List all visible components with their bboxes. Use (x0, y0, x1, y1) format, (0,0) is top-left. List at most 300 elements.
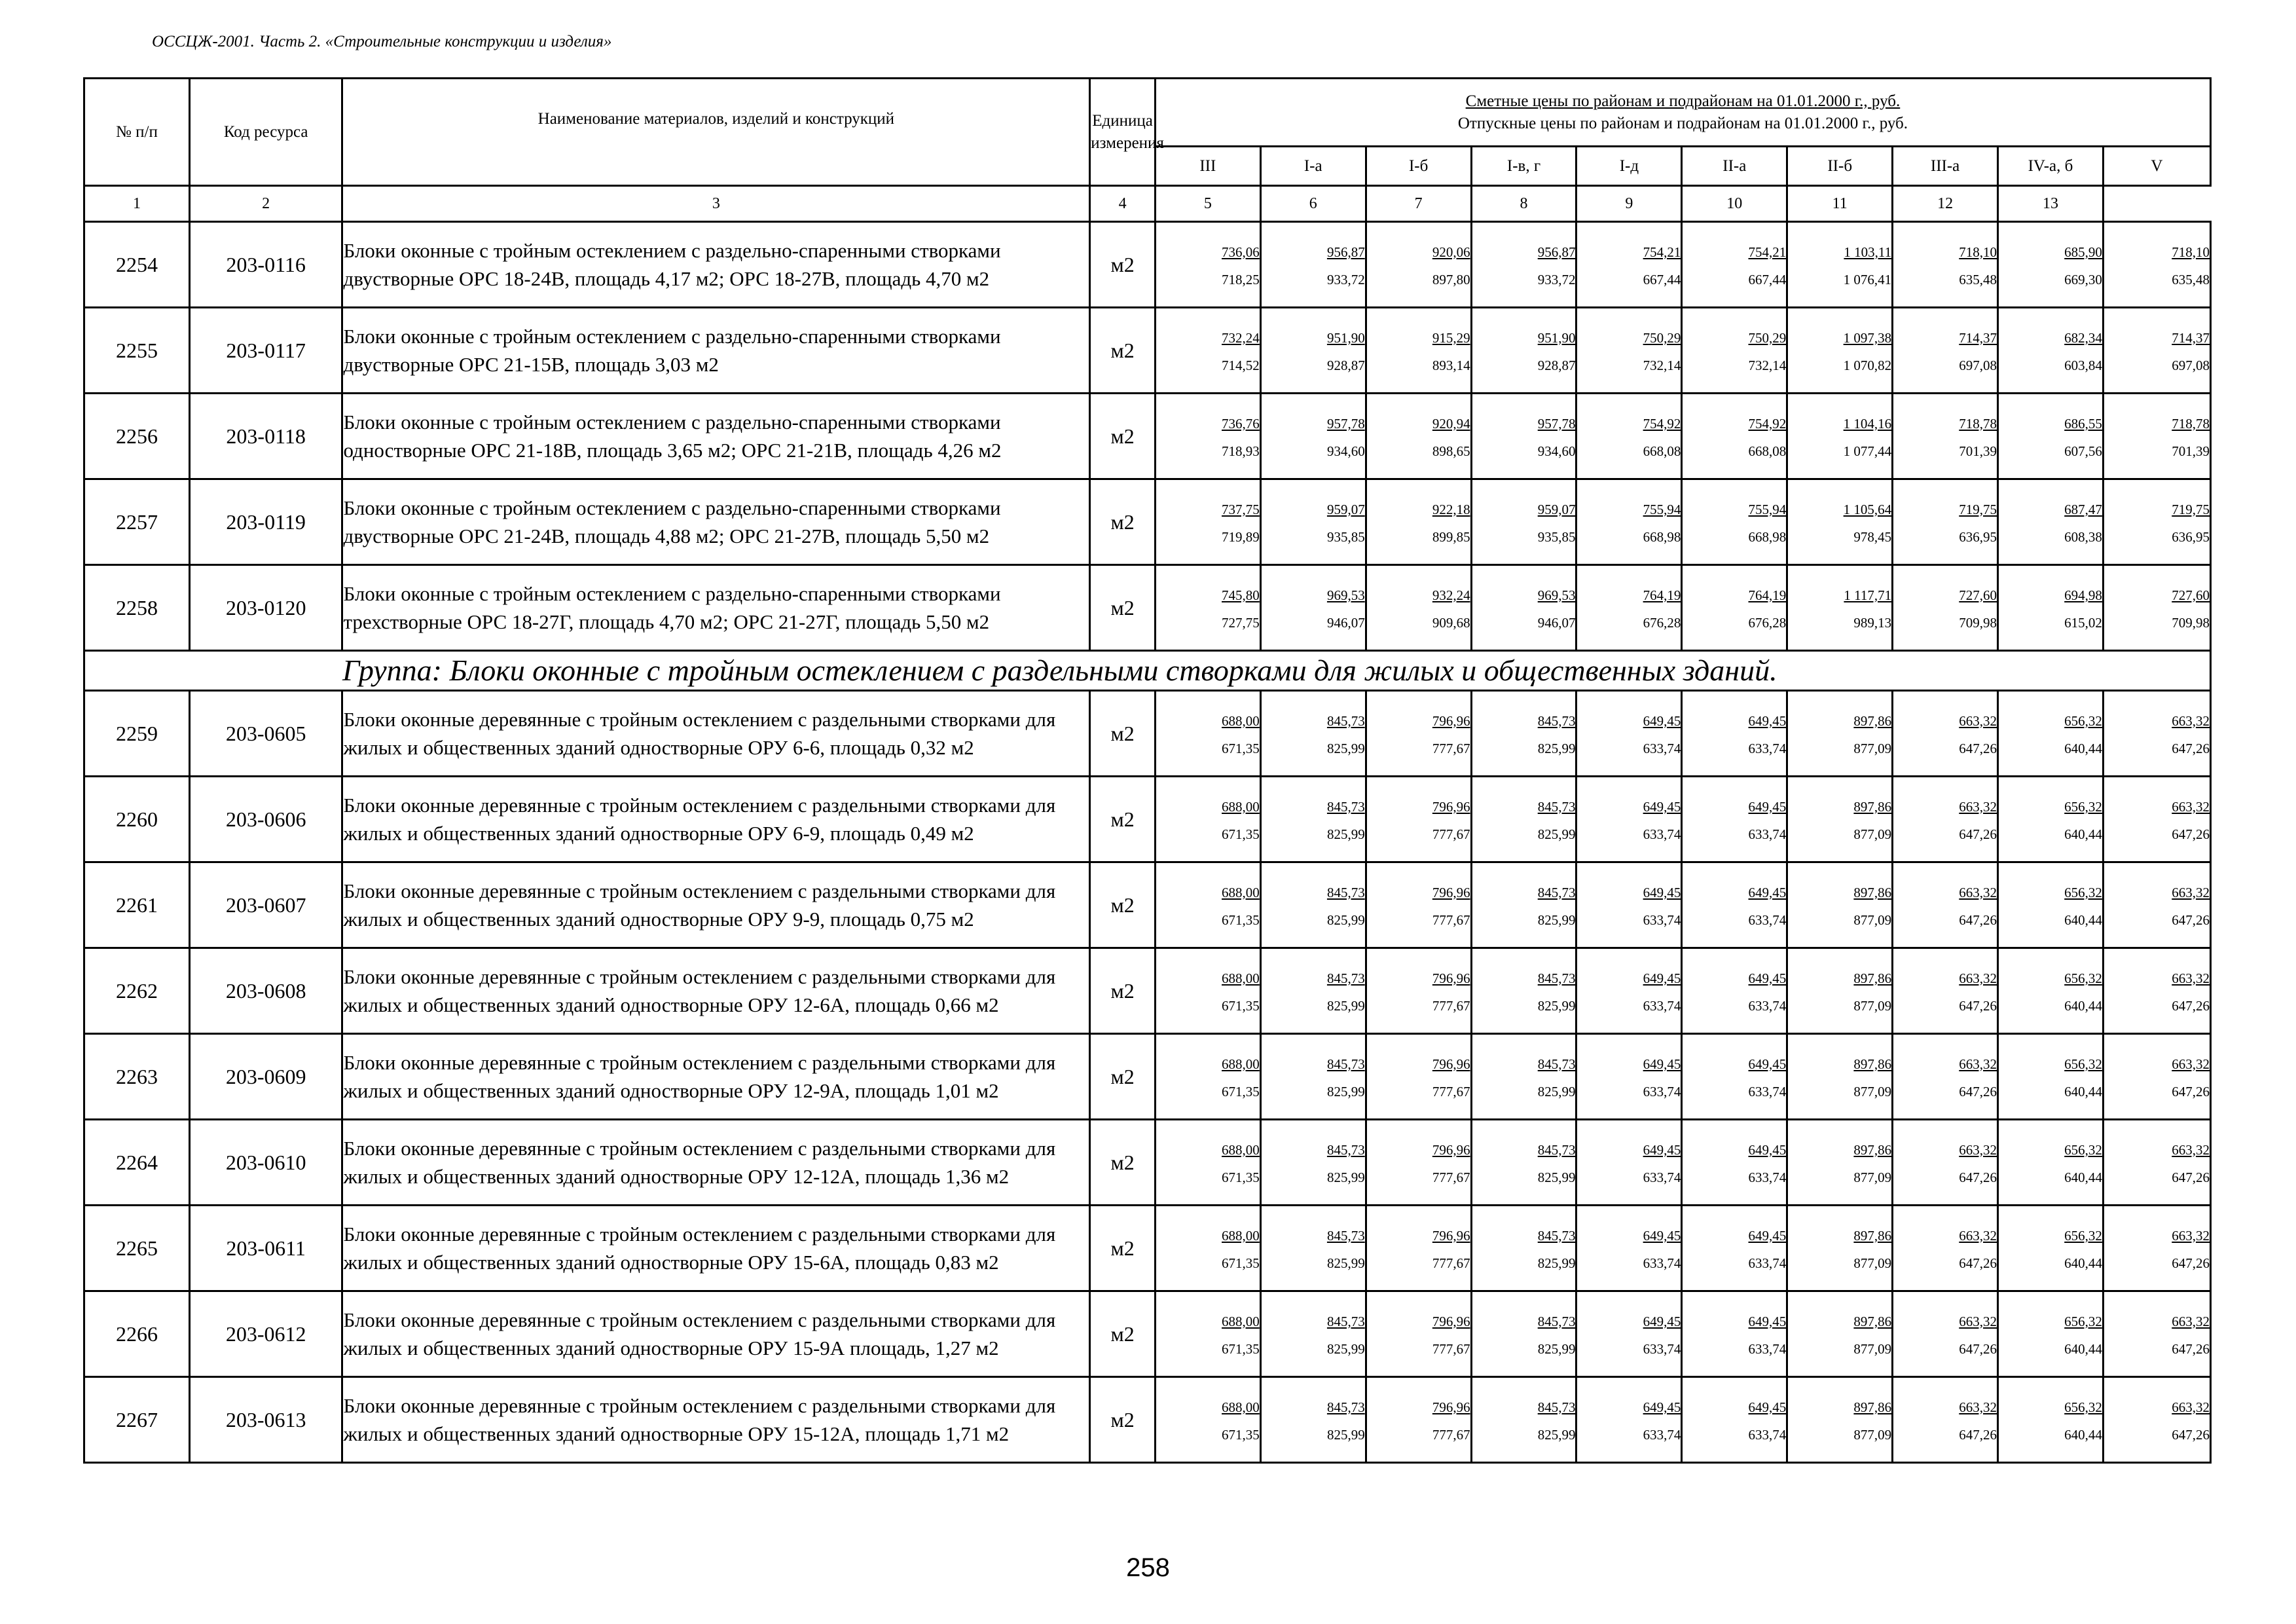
table-row (84, 308, 2211, 394)
release-price: 647,26 (2172, 1340, 2210, 1357)
price-cell (1682, 691, 1787, 777)
release-price: 633,74 (1643, 1255, 1681, 1271)
release-price: 671,35 (1222, 740, 1260, 756)
price-cell (1893, 308, 1998, 394)
estimate-price: 845,73 (1537, 1141, 1576, 1158)
estimate-price: 663,32 (1959, 1141, 1997, 1158)
release-price: 633,74 (1748, 826, 1787, 842)
table-row (84, 862, 2211, 948)
material-name: Блоки оконные деревянные с тройным остеклением с раздельными створками для жилых и общественных зданий одностворные ОРУ 15-9А площадь, 1,27 м2 (342, 1291, 1090, 1377)
estimate-price: 736,06 (1222, 244, 1260, 260)
release-price: 635,48 (1959, 271, 1997, 287)
estimate-price: 956,87 (1537, 244, 1576, 260)
estimate-price: 951,90 (1326, 329, 1365, 346)
resource-code: 203-0608 (189, 948, 342, 1034)
release-price: 671,35 (1222, 1255, 1260, 1271)
estimate-price: 656,32 (2064, 1227, 2102, 1244)
release-price: 825,99 (1326, 1169, 1365, 1185)
estimate-price: 694,98 (2064, 587, 2102, 603)
estimate-price: 687,47 (2064, 501, 2102, 517)
release-price: 825,99 (1537, 1426, 1576, 1443)
resource-code: 203-0118 (189, 394, 342, 479)
material-name: Блоки оконные деревянные с тройным остеклением с раздельными створками для жилых и общественных зданий одностворные ОРУ 6-6, площадь 0,32 м2 (342, 691, 1090, 777)
release-price: 825,99 (1326, 997, 1365, 1014)
release-price: 928,87 (1326, 357, 1365, 373)
release-price: 978,45 (1853, 528, 1892, 545)
unit-of-measure: м2 (1090, 479, 1156, 565)
estimate-price: 663,32 (2172, 1227, 2210, 1244)
release-price: 933,72 (1537, 271, 1576, 287)
estimate-price: 719,75 (1959, 501, 1997, 517)
release-price: 897,80 (1432, 271, 1470, 287)
price-cell (1893, 1377, 1998, 1463)
estimate-price: 649,45 (1748, 1313, 1787, 1329)
region-header: II-а (1682, 147, 1787, 186)
price-cell (1366, 1206, 1471, 1291)
price-cell (1576, 1291, 1682, 1377)
estimate-price: 1 103,11 (1844, 244, 1892, 260)
release-price: 647,26 (1959, 997, 1997, 1014)
release-price: 1 077,44 (1843, 443, 1892, 459)
resource-code: 203-0117 (189, 308, 342, 394)
material-name: Блоки оконные с тройным остеклением с раздельно-спаренными створками двустворные ОРС 21-15В, площадь 3,03 м2 (342, 308, 1090, 394)
price-cell (1682, 222, 1787, 308)
price-cell (1471, 777, 1576, 862)
price-cell (1893, 565, 1998, 651)
estimate-price: 897,86 (1853, 1313, 1892, 1329)
price-cell (1366, 565, 1471, 651)
estimate-price: 796,96 (1432, 1313, 1470, 1329)
price-cell (1260, 691, 1366, 777)
row-number: 2263 (84, 1034, 190, 1120)
release-price: 668,98 (1643, 528, 1681, 545)
column-number: 4 (1090, 186, 1156, 222)
release-price: 640,44 (2064, 826, 2102, 842)
estimate-price: 686,55 (2064, 415, 2102, 432)
resource-code: 203-0612 (189, 1291, 342, 1377)
estimate-price: 845,73 (1326, 884, 1365, 900)
price-cell (1998, 948, 2104, 1034)
price-cell (1471, 1377, 1576, 1463)
price-cell (1155, 1120, 1260, 1206)
release-price: 640,44 (2064, 740, 2102, 756)
group-row (84, 651, 2211, 691)
col-header-unit: Единица измерения (1090, 79, 1156, 186)
release-price: 668,98 (1748, 528, 1787, 545)
estimate-price: 714,37 (2172, 329, 2210, 346)
table-row (84, 1206, 2211, 1291)
material-name: Блоки оконные деревянные с тройным остеклением с раздельными створками для жилых и общественных зданий одностворные ОРУ 12-6А, площадь 0,66 м2 (342, 948, 1090, 1034)
estimate-price: 663,32 (1959, 884, 1997, 900)
price-cell (1893, 777, 1998, 862)
price-cell (1155, 948, 1260, 1034)
estimate-price: 682,34 (2064, 329, 2102, 346)
estimate-price: 718,10 (1959, 244, 1997, 260)
estimate-price: 796,96 (1432, 1056, 1470, 1072)
release-price: 636,95 (2172, 528, 2210, 545)
release-price: 676,28 (1748, 614, 1787, 631)
price-cell (1576, 222, 1682, 308)
price-cell (1576, 308, 1682, 394)
estimate-price: 969,53 (1537, 587, 1576, 603)
estimate-price: 663,32 (2172, 1313, 2210, 1329)
price-cell (1155, 394, 1260, 479)
estimate-price: 959,07 (1326, 501, 1365, 517)
price-cell (1155, 222, 1260, 308)
price-cell (1787, 479, 1893, 565)
price-cell (1998, 1120, 2104, 1206)
price-cell (1260, 1206, 1366, 1291)
unit-of-measure: м2 (1090, 1034, 1156, 1120)
estimate-price: 845,73 (1537, 1399, 1576, 1415)
price-cell (1576, 1377, 1682, 1463)
release-price: 671,35 (1222, 1083, 1260, 1099)
price-cell (1682, 1034, 1787, 1120)
price-cell (1471, 479, 1576, 565)
column-number: 12 (1893, 186, 1998, 222)
estimate-price: 663,32 (1959, 1313, 1997, 1329)
region-header: IV-а, б (1998, 147, 2104, 186)
price-cell (1998, 1206, 2104, 1291)
release-price: 825,99 (1537, 826, 1576, 842)
estimate-price: 957,78 (1326, 415, 1365, 432)
price-cell (1576, 777, 1682, 862)
release-price: 603,84 (2064, 357, 2102, 373)
price-cell (1366, 1034, 1471, 1120)
release-price: 615,02 (2064, 614, 2102, 631)
unit-of-measure: м2 (1090, 948, 1156, 1034)
price-cell (1471, 862, 1576, 948)
price-cell (2103, 222, 2210, 308)
table-row (84, 1120, 2211, 1206)
estimate-price: 649,45 (1643, 798, 1681, 815)
release-price: 934,60 (1326, 443, 1365, 459)
price-cell (1260, 1291, 1366, 1377)
price-cell (2103, 948, 2210, 1034)
release-price: 718,25 (1222, 271, 1260, 287)
row-number: 2261 (84, 862, 190, 948)
price-cell (1998, 394, 2104, 479)
price-cell (1893, 1034, 1998, 1120)
price-cell (1366, 777, 1471, 862)
column-number: 5 (1155, 186, 1260, 222)
release-price: 647,26 (1959, 1255, 1997, 1271)
unit-of-measure: м2 (1090, 777, 1156, 862)
estimate-price: 764,19 (1748, 587, 1787, 603)
estimate-price: 663,32 (1959, 970, 1997, 986)
table-row (84, 948, 2211, 1034)
estimate-price: 688,00 (1222, 1227, 1260, 1244)
estimate-price: 649,45 (1643, 1056, 1681, 1072)
release-price: 777,67 (1432, 1255, 1470, 1271)
release-price: 934,60 (1537, 443, 1576, 459)
price-cell (1787, 394, 1893, 479)
row-number: 2264 (84, 1120, 190, 1206)
price-cell (1576, 1034, 1682, 1120)
estimate-price: 796,96 (1432, 884, 1470, 900)
estimate-price: 956,87 (1326, 244, 1365, 260)
price-cell (1893, 1120, 1998, 1206)
release-price: 633,74 (1643, 1169, 1681, 1185)
price-cell (1998, 777, 2104, 862)
release-price: 640,44 (2064, 1083, 2102, 1099)
row-number: 2266 (84, 1291, 190, 1377)
release-price: 635,48 (2172, 271, 2210, 287)
release-price: 989,13 (1853, 614, 1892, 631)
estimate-price: 656,32 (2064, 1399, 2102, 1415)
release-price: 701,39 (2172, 443, 2210, 459)
release-price: 640,44 (2064, 912, 2102, 928)
release-price: 877,09 (1853, 997, 1892, 1014)
estimate-price: 649,45 (1643, 1227, 1681, 1244)
table-row (84, 394, 2211, 479)
region-header: III-а (1893, 147, 1998, 186)
release-price: 877,09 (1853, 826, 1892, 842)
release-price: 825,99 (1537, 997, 1576, 1014)
estimate-price: 732,24 (1222, 329, 1260, 346)
page-header-title: ОССЦЖ-2001. Часть 2. «Строительные конструкции и изделия» (152, 33, 612, 50)
price-cell (1787, 948, 1893, 1034)
release-price: 633,74 (1643, 1083, 1681, 1099)
estimate-price: 957,78 (1537, 415, 1576, 432)
price-cell (1155, 691, 1260, 777)
release-price: 825,99 (1537, 740, 1576, 756)
price-cell (1893, 222, 1998, 308)
estimate-price: 754,21 (1643, 244, 1681, 260)
release-price: 667,44 (1643, 271, 1681, 287)
unit-of-measure: м2 (1090, 1377, 1156, 1463)
estimate-price: 845,73 (1537, 970, 1576, 986)
column-number: 7 (1366, 186, 1471, 222)
price-cell (1682, 479, 1787, 565)
estimate-price: 649,45 (1748, 1141, 1787, 1158)
price-cell (1155, 1034, 1260, 1120)
estimate-price: 1 104,16 (1843, 415, 1892, 432)
release-price: 727,75 (1222, 614, 1260, 631)
estimate-price: 796,96 (1432, 798, 1470, 815)
release-price: 777,67 (1432, 997, 1470, 1014)
unit-of-measure: м2 (1090, 394, 1156, 479)
prices-estimate-label: Сметные цены по районам и подрайонам на 01.01.2000 г., руб. (1465, 92, 1901, 110)
estimate-price: 688,00 (1222, 1313, 1260, 1329)
estimate-price: 750,29 (1748, 329, 1787, 346)
price-cell (1366, 862, 1471, 948)
release-price: 877,09 (1853, 1255, 1892, 1271)
release-price: 647,26 (1959, 826, 1997, 842)
price-cell (2103, 1377, 2210, 1463)
price-cell (1998, 691, 2104, 777)
row-number: 2254 (84, 222, 190, 308)
release-price: 898,65 (1432, 443, 1470, 459)
release-price: 633,74 (1643, 740, 1681, 756)
release-price: 777,67 (1432, 1083, 1470, 1099)
price-cell (1998, 1034, 2104, 1120)
estimate-price: 649,45 (1748, 1056, 1787, 1072)
table-row (84, 1377, 2211, 1463)
price-cell (1260, 862, 1366, 948)
price-cell (1893, 862, 1998, 948)
estimate-price: 897,86 (1853, 884, 1892, 900)
estimate-price: 688,00 (1222, 1056, 1260, 1072)
price-cell (2103, 565, 2210, 651)
release-price: 647,26 (1959, 912, 1997, 928)
estimate-price: 951,90 (1537, 329, 1576, 346)
estimate-price: 845,73 (1326, 1056, 1365, 1072)
estimate-price: 649,45 (1643, 1313, 1681, 1329)
price-cell (1471, 1291, 1576, 1377)
release-price: 877,09 (1853, 740, 1892, 756)
price-cell (1260, 1377, 1366, 1463)
estimate-price: 649,45 (1643, 970, 1681, 986)
estimate-price: 796,96 (1432, 712, 1470, 729)
price-cell (1155, 862, 1260, 948)
estimate-price: 656,32 (2064, 970, 2102, 986)
release-price: 719,89 (1222, 528, 1260, 545)
estimate-price: 663,32 (2172, 970, 2210, 986)
estimate-price: 663,32 (1959, 798, 1997, 815)
price-cell (1682, 1120, 1787, 1206)
estimate-price: 688,00 (1222, 1141, 1260, 1158)
col-header-prices (1155, 79, 2210, 147)
resource-code: 203-0606 (189, 777, 342, 862)
material-name: Блоки оконные с тройным остеклением с раздельно-спаренными створками двустворные ОРС 21-24В, площадь 4,88 м2; ОРС 21-27В, площадь 5,50 м2 (342, 479, 1090, 565)
price-cell (1998, 222, 2104, 308)
release-price: 647,26 (1959, 1169, 1997, 1185)
price-cell (1998, 862, 2104, 948)
estimate-price: 649,45 (1748, 884, 1787, 900)
estimate-price: 663,32 (2172, 884, 2210, 900)
release-price: 825,99 (1326, 1083, 1365, 1099)
price-cell (1260, 948, 1366, 1034)
material-name: Блоки оконные с тройным остеклением с раздельно-спаренными створками одностворные ОРС 21-18В, площадь 3,65 м2; ОРС 21-21В, площадь 4,26 м2 (342, 394, 1090, 479)
release-price: 714,52 (1222, 357, 1260, 373)
material-name: Блоки оконные с тройным остеклением с раздельно-спаренными створками трехстворные ОРС 18-27Г, площадь 4,70 м2; ОРС 21-27Г, площадь 5,50 м2 (342, 565, 1090, 651)
release-price: 668,08 (1643, 443, 1681, 459)
table-row (84, 222, 2211, 308)
price-cell (1787, 1206, 1893, 1291)
estimate-price: 845,73 (1537, 1227, 1576, 1244)
price-cell (1155, 565, 1260, 651)
release-price: 777,67 (1432, 912, 1470, 928)
row-number: 2265 (84, 1206, 190, 1291)
release-price: 877,09 (1853, 1169, 1892, 1185)
estimate-price: 719,75 (2172, 501, 2210, 517)
release-price: 667,44 (1748, 271, 1787, 287)
estimate-price: 656,32 (2064, 1056, 2102, 1072)
release-price: 608,38 (2064, 528, 2102, 545)
price-cell (1576, 479, 1682, 565)
release-price: 668,08 (1748, 443, 1787, 459)
estimate-price: 845,73 (1537, 1056, 1576, 1072)
release-price: 946,07 (1326, 614, 1365, 631)
price-cell (1366, 479, 1471, 565)
release-price: 647,26 (2172, 1255, 2210, 1271)
estimate-price: 649,45 (1643, 712, 1681, 729)
estimate-price: 845,73 (1537, 884, 1576, 900)
estimate-price: 649,45 (1748, 970, 1787, 986)
price-cell (1155, 1291, 1260, 1377)
release-price: 647,26 (2172, 997, 2210, 1014)
estimate-price: 1 117,71 (1844, 587, 1892, 603)
release-price: 640,44 (2064, 1255, 2102, 1271)
price-cell (1155, 777, 1260, 862)
column-number: 9 (1576, 186, 1682, 222)
release-price: 893,14 (1432, 357, 1470, 373)
estimate-price: 755,94 (1643, 501, 1681, 517)
estimate-price: 718,10 (2172, 244, 2210, 260)
estimate-price: 663,32 (2172, 1056, 2210, 1072)
estimate-price: 737,75 (1222, 501, 1260, 517)
release-price: 933,72 (1326, 271, 1365, 287)
estimate-price: 897,86 (1853, 798, 1892, 815)
region-header: I-б (1366, 147, 1471, 186)
col-header-name: Наименование материалов, изделий и конструкций (342, 79, 1090, 186)
release-price: 607,56 (2064, 443, 2102, 459)
price-cell (1366, 1377, 1471, 1463)
estimate-price: 736,76 (1222, 415, 1260, 432)
estimate-price: 649,45 (1643, 884, 1681, 900)
price-cell (1682, 1206, 1787, 1291)
price-cell (1682, 1377, 1787, 1463)
estimate-price: 897,86 (1853, 1056, 1892, 1072)
estimate-price: 845,73 (1326, 1227, 1365, 1244)
estimate-price: 649,45 (1748, 712, 1787, 729)
estimate-price: 845,73 (1326, 798, 1365, 815)
estimate-price: 897,86 (1853, 970, 1892, 986)
price-cell (1787, 222, 1893, 308)
release-price: 633,74 (1748, 1083, 1787, 1099)
price-cell (2103, 308, 2210, 394)
release-price: 877,09 (1853, 1083, 1892, 1099)
price-cell (1893, 948, 1998, 1034)
release-price: 671,35 (1222, 1426, 1260, 1443)
estimate-price: 688,00 (1222, 712, 1260, 729)
release-price: 825,99 (1537, 1255, 1576, 1271)
table-row (84, 691, 2211, 777)
release-price: 701,39 (1959, 443, 1997, 459)
estimate-price: 959,07 (1537, 501, 1576, 517)
release-price: 697,08 (1959, 357, 1997, 373)
resource-code: 203-0120 (189, 565, 342, 651)
estimate-price: 656,32 (2064, 1313, 2102, 1329)
release-price: 633,74 (1748, 1169, 1787, 1185)
price-cell (1155, 1206, 1260, 1291)
price-cell (1366, 222, 1471, 308)
estimate-price: 649,45 (1748, 1399, 1787, 1415)
price-cell (1260, 1120, 1366, 1206)
estimate-price: 656,32 (2064, 1141, 2102, 1158)
release-price: 777,67 (1432, 1340, 1470, 1357)
release-price: 825,99 (1326, 1340, 1365, 1357)
estimate-price: 915,29 (1432, 329, 1470, 346)
estimate-price: 845,73 (1326, 712, 1365, 729)
column-number: 2 (189, 186, 342, 222)
price-cell (1787, 691, 1893, 777)
price-cell (1893, 691, 1998, 777)
estimate-price: 727,60 (2172, 587, 2210, 603)
price-cell (1260, 1034, 1366, 1120)
table-row (84, 565, 2211, 651)
release-price: 669,30 (2064, 271, 2102, 287)
price-cell (1576, 1120, 1682, 1206)
estimate-price: 688,00 (1222, 798, 1260, 815)
column-number: 10 (1682, 186, 1787, 222)
estimate-price: 663,32 (2172, 712, 2210, 729)
unit-of-measure: м2 (1090, 1291, 1156, 1377)
estimate-price: 688,00 (1222, 970, 1260, 986)
release-price: 671,35 (1222, 997, 1260, 1014)
table-row (84, 1034, 2211, 1120)
